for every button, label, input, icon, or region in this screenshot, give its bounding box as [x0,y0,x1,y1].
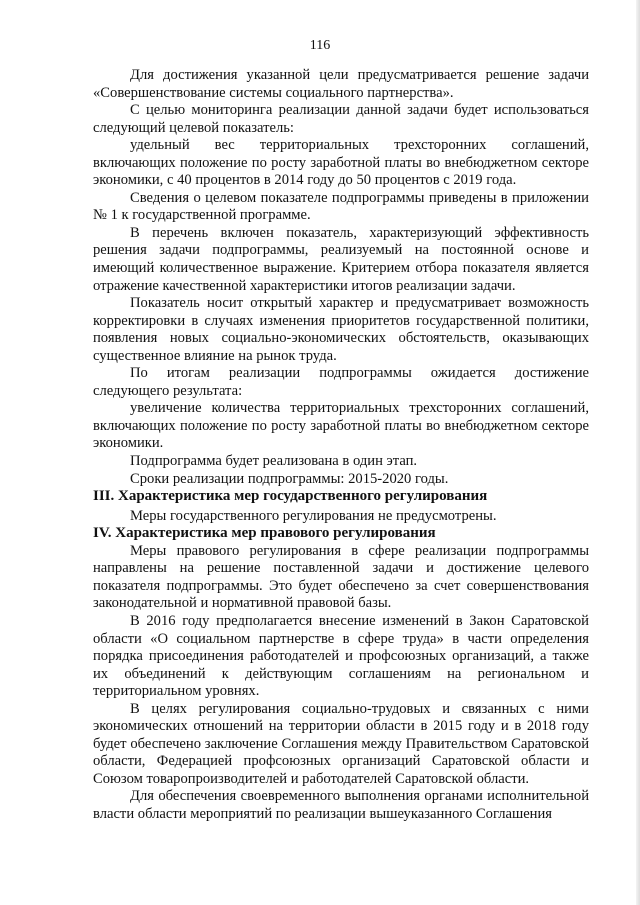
paragraph-goal: Для достижения указанной цели предусматривается решение задачи «Совершенствование системы социального партнерства». [93,67,589,101]
paragraph-monitoring: С целью мониторинга реализации данной задачи будет использоваться следующий целевой показатель: [93,102,589,136]
section4-heading: IV. Характеристика мер правового регулирования [93,525,436,542]
paragraph-list: В перечень включен показатель, характеризующий эффективность решения задачи подпрограммы, реализуемый на постоянной основе и имеющий количественное выражение. Критерием отбора показателя является отражение качественной характеристики итогов реализации задачи. [93,224,589,294]
section4-paragraph-3: В целях регулирования социально-трудовых и связанных с ними экономических отношений на территории области в 2015 году и в 2018 году будет обеспечено заключение Соглашения между Правительством Саратовской области, Федерацией профсоюзных организаций Саратовской области и Союзом товаропроизводителей и работодателей Саратовской области. [93,700,589,787]
paragraph-increase: увеличение количества территориальных трехсторонних соглашений, включающих положение по росту заработной платы во внебюджетном секторе экономики. [93,400,589,452]
section3-text: Меры государственного регулирования не предусмотрены. [130,507,497,524]
section4-paragraph-4: Для обеспечения своевременного выполнения органами исполнительной власти области мероприятий по реализации вышеуказанного Соглашения [93,788,589,822]
section4-paragraph-1: Меры правового регулирования в сфере реализации подпрограммы направлены на решение поставленной задачи и достижение целевого показателя подпрограммы. Это будет обеспечено за счет совершенствования законодательной и нормативной правовой базы. [93,542,589,612]
section3-heading: III. Характеристика мер государственного регулирования [93,488,488,505]
section4-paragraph-2: В 2016 году предполагается внесение изменений в Закон Саратовской области «О социальном партнерстве в сфере труда» в части определения порядка присоединения работодателей и профсоюзных организаций, а также их объединений к действующим соглашениям на региональном и территориальном уровнях. [93,612,589,700]
paragraph-info: Сведения о целевом показателе подпрограммы приведены в приложении № 1 к государственной программе. [93,189,589,224]
document-body [93,67,589,824]
paragraph-timeframe: Сроки реализации подпрограммы: 2015-2020 годы. [130,470,449,487]
scan-edge-shadow [636,0,640,905]
paragraph-open-character: Показатель носит открытый характер и предусматривает возможность корректировки в случаях изменения приоритетов государственной политики, появления новых социально-экономических обстоятельств, оказывающих существенное влияние на рынок труда. [93,295,589,364]
page-number: 116 [309,38,331,53]
paragraph-indicator: удельный вес территориальных трехсторонних соглашений, включающих положение по росту заработной платы во внебюджетном секторе экономики, с 40 процентов в 2014 году до 50 процентов с 2019 года. [93,137,589,189]
paragraph-one-stage: Подпрограмма будет реализована в один этап. [130,453,418,470]
paragraph-results: По итогам реализации подпрограммы ожидается достижение следующего результата: [93,365,589,399]
